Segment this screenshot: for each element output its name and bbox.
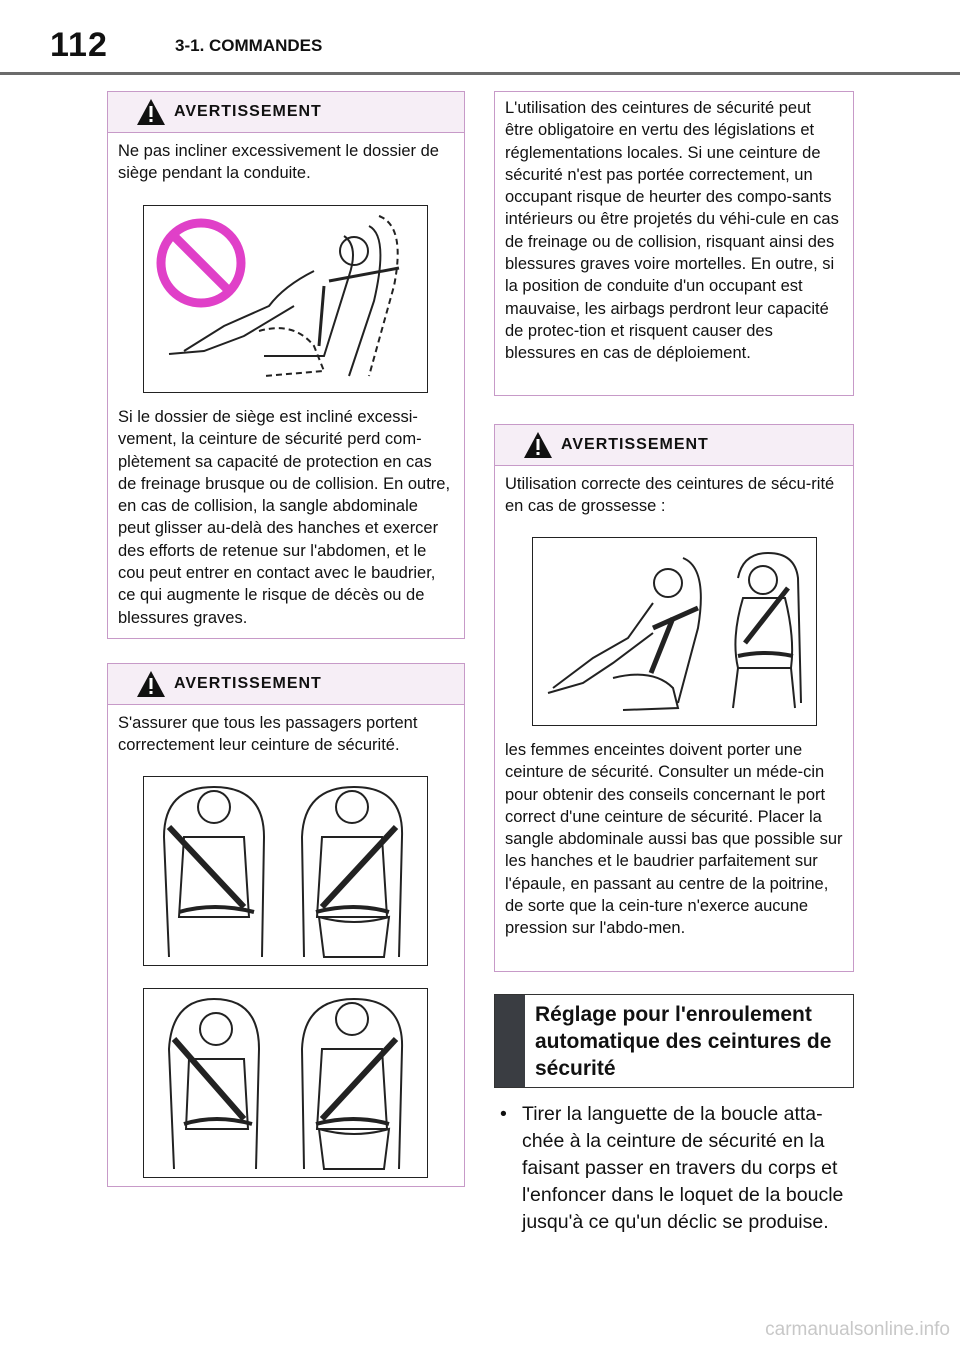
bullet-dot: • (500, 1103, 507, 1125)
warning-title: AVERTISSEMENT (561, 436, 709, 453)
passengers-belted-illustration-top (143, 776, 428, 966)
header-divider (0, 72, 960, 75)
warning-intro-text: S'assurer que tous les passagers portent correctement leur ceinture de sécurité. (118, 714, 418, 755)
footer-watermark: carmanualsonline.info (765, 1319, 950, 1340)
warning-header (108, 92, 464, 133)
warning-intro-text: Utilisation correcte des ceintures de sécu-rité en cas de grossesse : (505, 475, 835, 516)
reclined-seat-illustration (143, 205, 428, 393)
section-heading: Réglage pour l'enroulement automatique des ceintures de sécurité (535, 1003, 832, 1080)
section-title: 3-1. COMMANDES (175, 36, 323, 55)
warning-triangle-icon (523, 431, 553, 459)
reclined-seat-drawing (144, 206, 426, 391)
warning-header (108, 664, 464, 705)
page-number: 112 (50, 26, 108, 64)
page-header (0, 0, 960, 80)
info-box-regulations (494, 91, 854, 396)
warning-body-text: les femmes enceintes doivent porter une ceinture de sécurité. Consulter un méde-cin pour obtenir des conseils concernant le port correct d'une ceinture de sécurité. Placer la sangle abdominale aussi bas que possible sur les hanches et le baudrier parfaitement sur l'épaule, en passant au centre de la poitrine, de sorte que la cein-ture n'exerce aucune pression sur l'abdo-men. (505, 741, 843, 938)
warning-triangle-icon (136, 98, 166, 126)
warning-header (495, 425, 853, 466)
warning-title: AVERTISSEMENT (174, 675, 322, 692)
info-body-text: L'utilisation des ceintures de sécurité peut être obligatoire en vertu des législations et réglementations locales. Si une ceinture de sécurité n'est pas portée correctement, un occupant risque de heurter des compo-sants intérieurs ou être projetés du véhi-cule en cas de freinage ou de collision, risquant ainsi des blessures graves voire mortelles. En outre, si la position de conduite d'un occupant est mauvaise, les airbags perdront leur capacité de protec-tion et risquent causer des blessures en cas de déploiement. (505, 99, 839, 363)
warning-intro-text: Ne pas incliner excessivement le dossier de siège pendant la conduite. (118, 142, 439, 183)
heading-accent-bar (495, 995, 525, 1087)
passengers-belted-illustration-bottom (143, 988, 428, 1178)
belted-adults-drawing (144, 777, 426, 964)
warning-title: AVERTISSEMENT (174, 103, 322, 120)
instruction-text: Tirer la languette de la boucle atta-chée à la ceinture de sécurité en la faisant passer en travers du corps et l'enfoncer dans le loquet de la boucle jusqu'à ce qu'un déclic se produise. (522, 1103, 844, 1233)
section-heading-block (494, 994, 854, 1088)
pregnant-belt-drawing (533, 538, 815, 724)
belted-child-adult-drawing (144, 989, 426, 1176)
warning-triangle-icon (136, 670, 166, 698)
warning-body-text: Si le dossier de siège est incliné excessi-vement, la ceinture de sécurité perd com-plètement sa capacité de protection en cas de freinage brusque ou de collision. En outre, en cas de collision, la sangle abdominale peut glisser au-delà des hanches et exercer des efforts de retenue sur l'abdomen, et le cou peut entrer en contact avec le baudrier, ce qui augmente le risque de décès ou de blessures graves. (118, 408, 451, 627)
pregnant-belt-illustration (532, 537, 817, 726)
